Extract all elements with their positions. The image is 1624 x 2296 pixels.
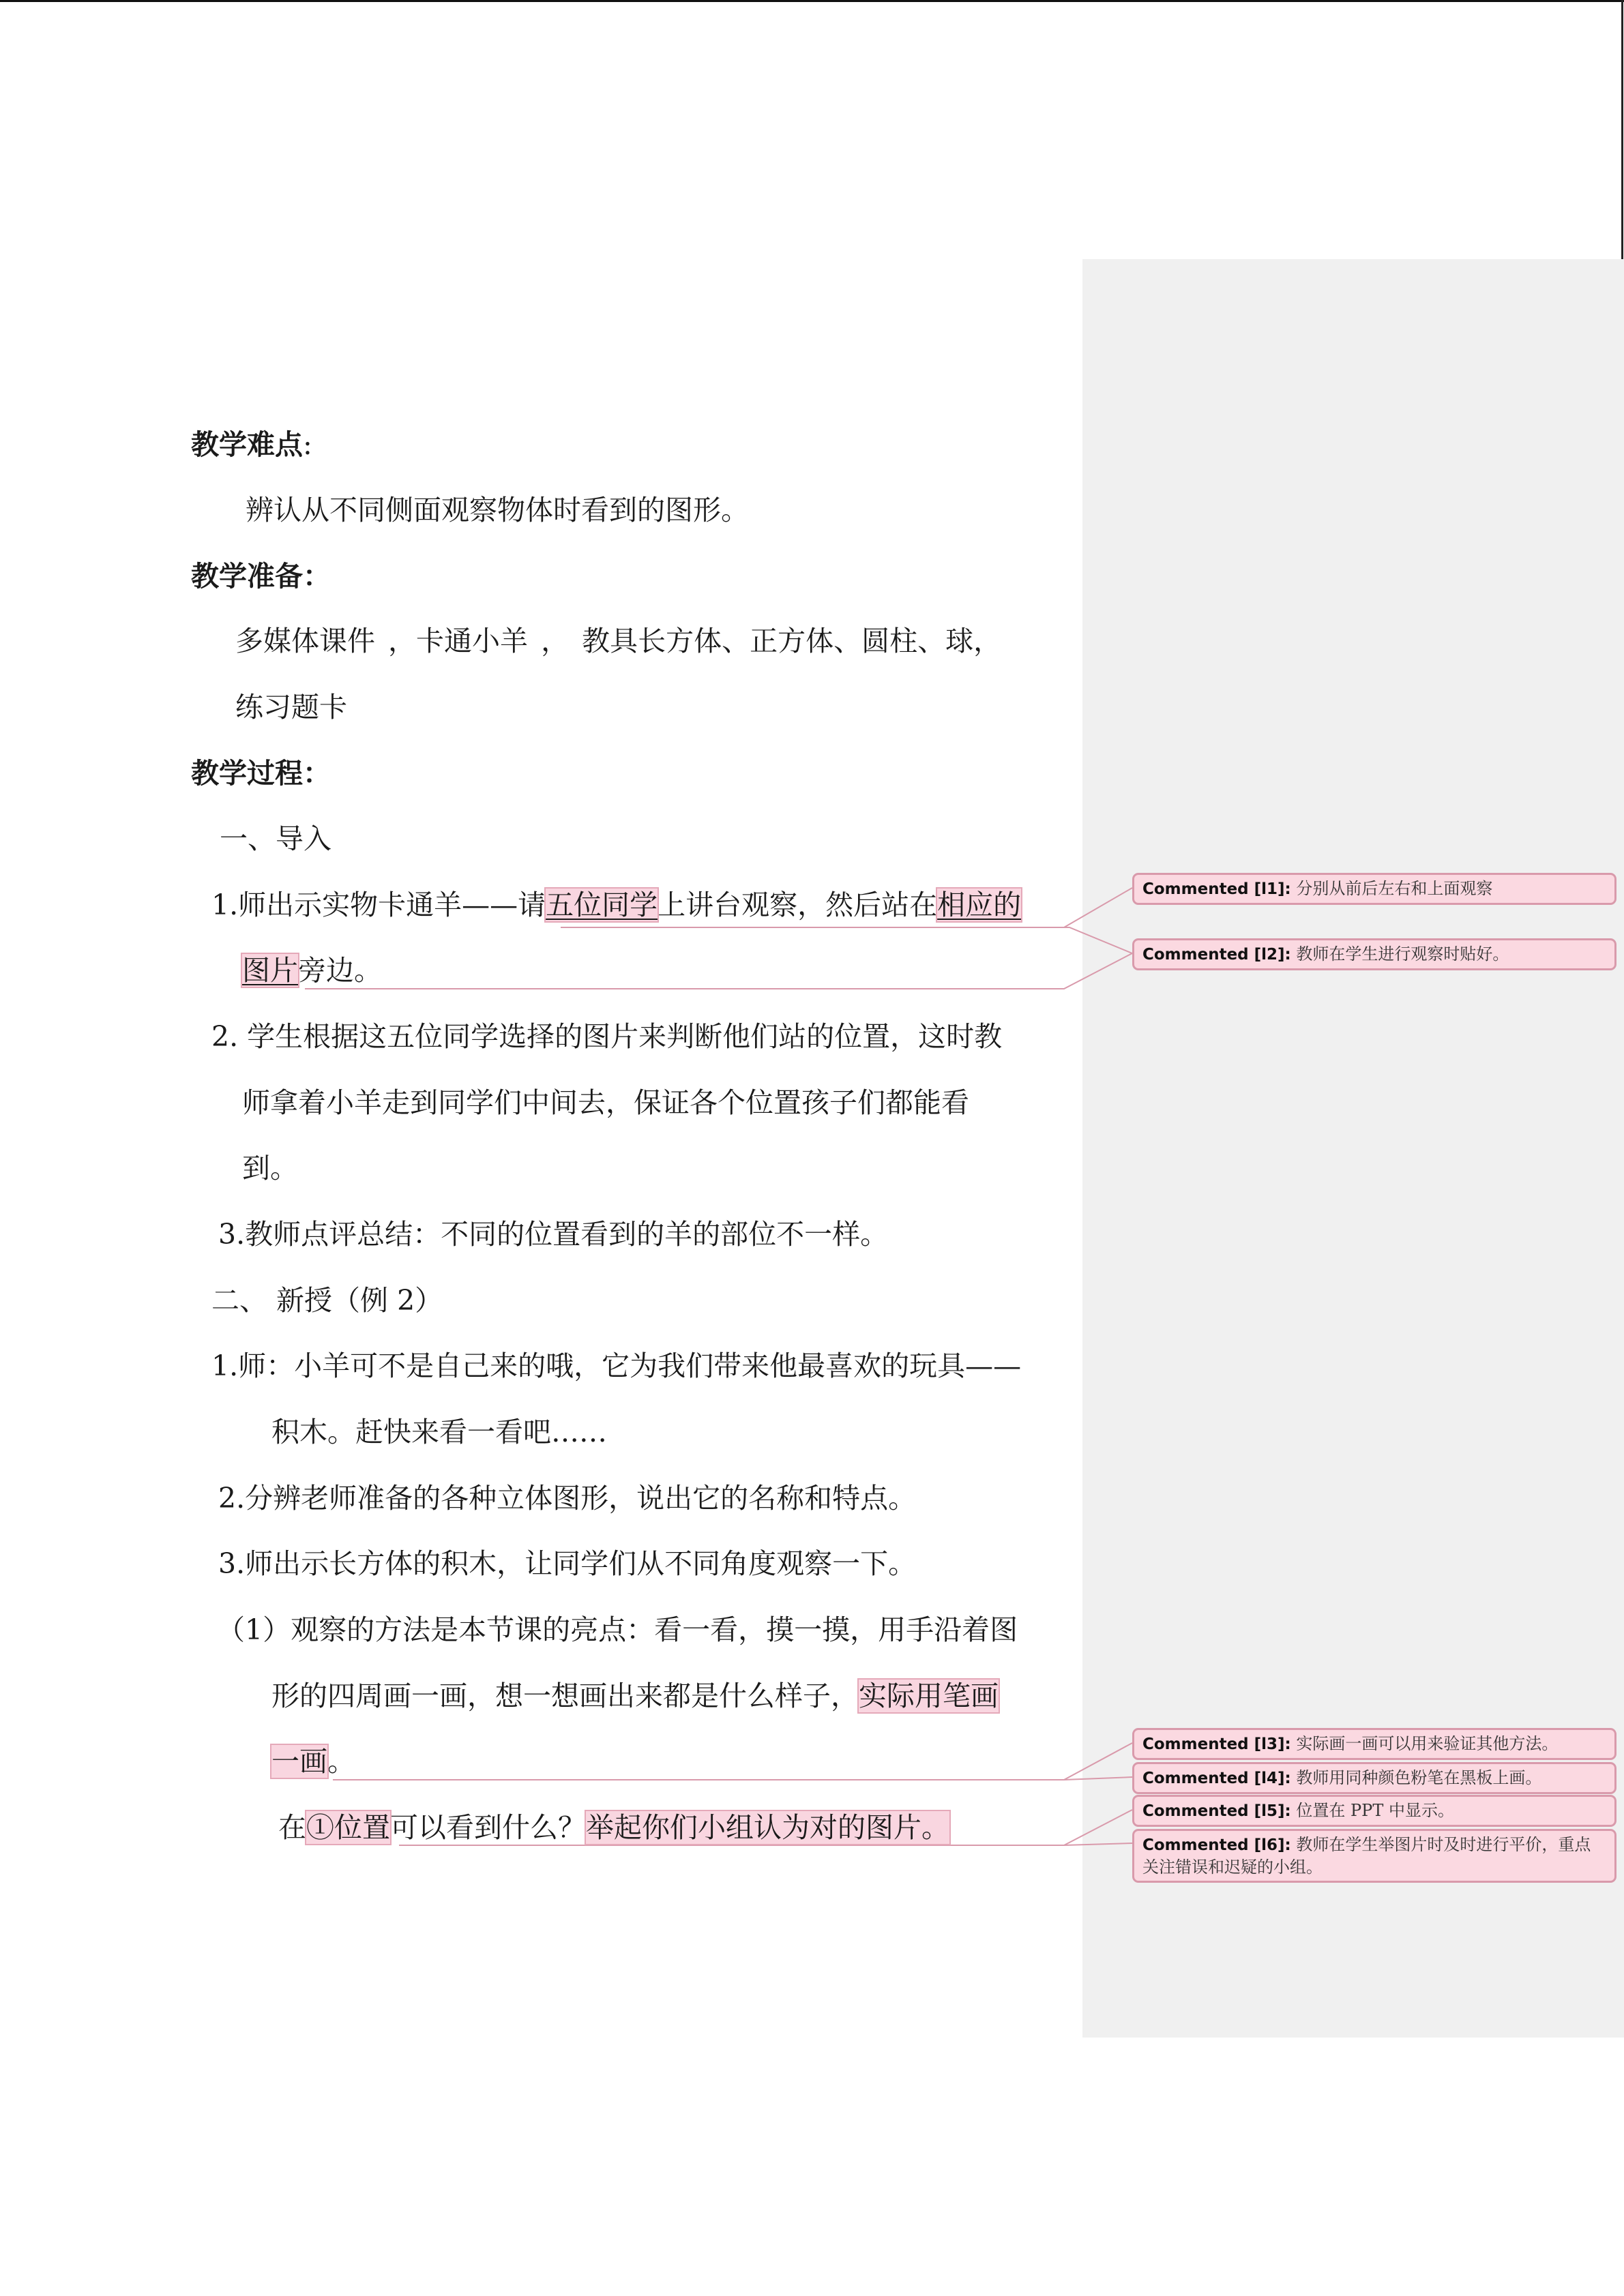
- highlight-position-1[interactable]: ①位置: [306, 1811, 390, 1844]
- comment-l4[interactable]: [1132, 1762, 1616, 1794]
- highlight-raise-picture[interactable]: 举起你们小组认为对的图片。: [586, 1811, 949, 1844]
- part2-sub2-line: [278, 1807, 949, 1848]
- part2-sub2-text-b: 可以看到什么？: [390, 1811, 586, 1844]
- part2-sub1-line3: [271, 1741, 355, 1782]
- highlight-five-students[interactable]: 五位同学: [546, 889, 658, 921]
- prep-line-1: 多媒体课件 ，卡通小羊 ， 教具长方体、正方体、圆柱、球，: [235, 625, 1002, 657]
- comment-l3[interactable]: [1132, 1728, 1616, 1760]
- page-right-border: [1621, 0, 1623, 259]
- prep-heading: 教学准备：: [191, 560, 331, 593]
- comment-l5-tag: Commented [l5]:: [1142, 1802, 1291, 1820]
- page-top-border: [0, 0, 1624, 2]
- comment-l5[interactable]: [1132, 1795, 1616, 1827]
- comment-l6-text: 教师在学生举图片时及时进行平价，重点关注错误和迟疑的小组。: [1142, 1835, 1591, 1877]
- part1-item1-line1: [211, 884, 1021, 925]
- comment-l5-text: 位置在 PPT 中显示。: [1296, 1801, 1454, 1820]
- part2-sub1-line2: [271, 1675, 999, 1716]
- comment-l2-text: 教师在学生进行观察时贴好。: [1296, 944, 1509, 964]
- comment-l4-tag: Commented [l4]:: [1142, 1770, 1291, 1787]
- part1-item3: 3.教师点评总结：不同的位置看到的羊的部位不一样。: [218, 1218, 889, 1251]
- process-heading: 教学过程：: [191, 757, 331, 790]
- part2-item1-line2: 积木。赶快来看一看吧……: [271, 1416, 607, 1448]
- part1-item1-line2: [242, 950, 382, 991]
- part2-item3: 3.师出示长方体的积木，让同学们从不同角度观察一下。: [218, 1547, 917, 1580]
- part2-item2: 2.分辨老师准备的各种立体图形，说出它的名称和特点。: [218, 1482, 917, 1515]
- comment-l6-tag: Commented [l6]:: [1142, 1836, 1291, 1854]
- part1-item1-text-a: 1.师出示实物卡通羊——请: [211, 889, 546, 921]
- highlight-draw-once[interactable]: 一画: [271, 1745, 327, 1778]
- comment-l4-text: 教师用同种颜色粉笔在黑板上画。: [1296, 1768, 1542, 1787]
- part1-item2-line2: 师拿着小羊走到同学们中间去，保证各个位置孩子们都能看: [242, 1086, 969, 1119]
- part2-sub1-text: 形的四周画一画，想一想画出来都是什么样子，: [271, 1680, 859, 1712]
- part2-sub2-text-a: 在: [278, 1811, 306, 1844]
- difficulty-heading: 教学难点: [191, 428, 303, 461]
- part1-item1-text-b: 上讲台观察，然后站在: [658, 889, 938, 921]
- part1-item2-line1: 2. 学生根据这五位同学选择的图片来判断他们站的位置，这时教: [211, 1020, 1003, 1053]
- difficulty-colon: :: [303, 428, 312, 461]
- connector-l2b: [305, 953, 1132, 989]
- part1-title: 一、导入: [220, 822, 331, 855]
- comment-l2-tag: Commented [l2]:: [1142, 946, 1291, 964]
- part2-sub1-line1: （1）观察的方法是本节课的亮点：看一看，摸一摸，用手沿着图: [217, 1613, 1018, 1646]
- part2-sub1-end: 。: [327, 1745, 355, 1778]
- part2-title: 二、 新授（例 2）: [211, 1284, 443, 1317]
- comment-l3-text: 实际画一画可以用来验证其他方法。: [1296, 1734, 1559, 1753]
- prep-line-2: 练习题卡: [235, 691, 347, 724]
- comment-l2[interactable]: [1132, 938, 1616, 970]
- part1-item2-line3: 到。: [242, 1152, 298, 1184]
- difficulty-text: 辨认从不同侧面观察物体时看到的图形。: [246, 494, 749, 526]
- connector-l3: [333, 1743, 1132, 1780]
- comment-l3-tag: Commented [l3]:: [1142, 1735, 1291, 1753]
- difficulty-heading-line: [191, 424, 312, 465]
- part2-item1-line1: 1.师：小羊可不是自己来的哦，它为我们带来他最喜欢的玩具——: [211, 1350, 1022, 1382]
- highlight-draw-with-pen[interactable]: 实际用笔画: [859, 1680, 999, 1712]
- highlight-corresponding[interactable]: 相应的: [937, 889, 1022, 921]
- highlight-picture[interactable]: 图片: [242, 954, 298, 987]
- comment-l1-tag: Commented [l1]:: [1142, 880, 1291, 898]
- comment-l6[interactable]: [1132, 1829, 1616, 1883]
- comment-l1[interactable]: [1132, 873, 1616, 905]
- part1-item1-text-c: 旁边。: [298, 954, 382, 987]
- comment-l1-text: 分别从前后左右和上面观察: [1296, 879, 1493, 898]
